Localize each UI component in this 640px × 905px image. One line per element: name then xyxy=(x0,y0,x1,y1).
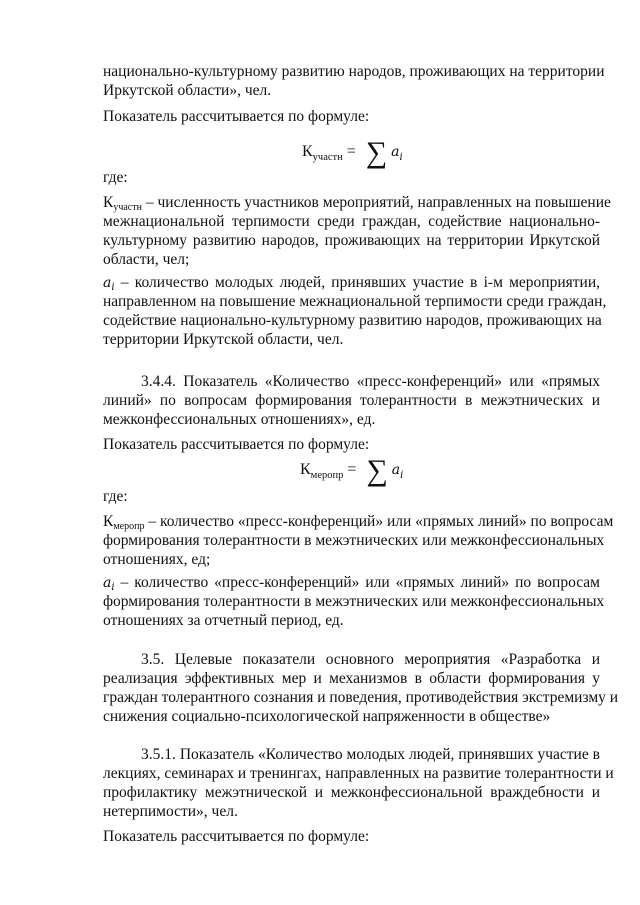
definition-line: направленном на повышение межнациональной терпимости среди граждан, xyxy=(103,293,607,310)
definition-line: отношениях, ед; xyxy=(103,551,211,568)
formula-intro: Показатель рассчитывается по формуле: xyxy=(103,436,370,453)
section-heading: 3.4.4. Показатель «Количество «пресс-конференций» или «прямых xyxy=(141,373,600,390)
paragraph-line: снижения социально-психологической напряженности в обществе» xyxy=(103,708,551,725)
paragraph-line: национально-культурному развитию народов, проживающих на территории xyxy=(103,63,605,80)
section-heading: 3.5.1. Показатель «Количество молодых людей, принявших участие в xyxy=(141,746,600,763)
definition-line: ai – количество «пресс-конференций» или «прямых линий» по вопросам xyxy=(103,574,600,593)
definition-line: формирования толерантности в межэтнических или межконфессиональных xyxy=(103,532,605,549)
definition-line: области, чел; xyxy=(103,251,190,268)
definition-line: формирования толерантности в межэтнических или межконфессиональных xyxy=(103,593,605,610)
sum-icon: ∑ xyxy=(366,454,388,487)
formula-intro: Показатель рассчитывается по формуле: xyxy=(103,828,370,845)
definition-line: ai – количество молодых людей, принявших участие в i-м мероприятии, xyxy=(103,274,600,293)
paragraph-line: линий» по вопросам формирования толерантности в межэтнических и xyxy=(103,392,600,409)
where-label: где: xyxy=(103,169,128,186)
definition-line: культурному развитию народов, проживающих на территории Иркутской xyxy=(103,232,600,249)
paragraph-line: реализация эффективных мер и механизмов в области формирования у xyxy=(103,670,600,687)
definition-line: Кмеропр – количество «пресс-конференций» или «прямых линий» по вопросам xyxy=(103,513,614,532)
definition-line: содействие национально-культурному развитию народов, проживающих на xyxy=(103,312,602,329)
definition-line: территории Иркутской области, чел. xyxy=(103,331,344,348)
formula-participants: $К_{участн}$ = ∑ $a_i$ xyxy=(302,136,403,169)
section-heading: 3.5. Целевые показатели основного мероприятия «Разработка и xyxy=(141,651,600,668)
paragraph-line: нетерпимости», чел. xyxy=(103,803,238,820)
paragraph-line: Иркутской области», чел. xyxy=(103,82,272,99)
paragraph-line: межконфессиональных отношениях», ед. xyxy=(103,411,376,428)
formula-events: $К_{меропр}$ = ∑ $a_i$ xyxy=(300,454,404,487)
formula-intro: Показатель рассчитывается по формуле: xyxy=(103,108,370,125)
paragraph-line: профилактику межэтнической и межконфессиональной враждебности и xyxy=(103,784,600,801)
where-label: где: xyxy=(103,488,128,505)
definition-line: Кучастн – численность участников мероприятий, направленных на повышение xyxy=(103,194,611,213)
paragraph-line: граждан толерантного сознания и поведения, противодействия экстремизму и xyxy=(103,689,619,706)
sum-icon: ∑ xyxy=(365,136,388,169)
paragraph-line: лекциях, семинарах и тренингах, направленных на развитие толерантности и xyxy=(103,765,614,782)
definition-line: отношениях за отчетный период, ед. xyxy=(103,612,344,629)
definition-line: межнациональной терпимости среди граждан, содействие национально- xyxy=(103,213,600,230)
